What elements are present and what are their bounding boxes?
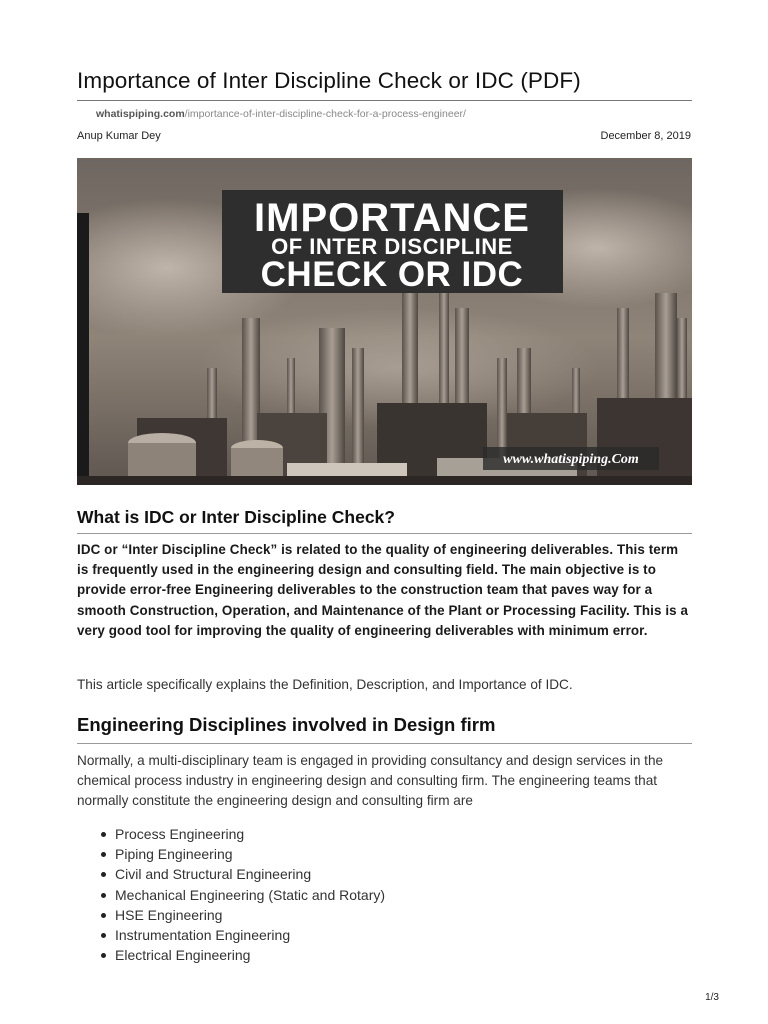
source-domain-link[interactable]: whatispiping.com: [96, 108, 185, 120]
list-item-label: HSE Engineering: [115, 906, 223, 923]
section-divider: [77, 533, 692, 534]
hero-image: [77, 158, 692, 485]
bullet-icon: [101, 893, 106, 898]
list-item: [77, 824, 677, 844]
author-name: Anup Kumar Dey: [77, 130, 161, 142]
source-path-link[interactable]: /importance-of-inter-discipline-check-for-a-process-engineer/: [184, 108, 466, 120]
bullet-icon: [101, 913, 106, 918]
hero-title-line-1: IMPORTANCE: [254, 196, 530, 240]
page-number: 1/3: [705, 992, 719, 1003]
publish-date: December 8, 2019: [600, 130, 691, 142]
bullet-icon: [101, 933, 106, 938]
list-item: [77, 844, 677, 864]
bullet-icon: [101, 832, 106, 837]
list-item-label: Civil and Structural Engineering: [115, 866, 312, 883]
list-item-label: Process Engineering: [115, 826, 245, 842]
bullet-icon: [101, 953, 106, 958]
list-item: [77, 925, 677, 945]
article-scope-paragraph: This article specifically explains the Definition, Description, and Importance of IDC.: [77, 677, 573, 692]
hero-title-line-2: OF INTER DISCIPLINE: [271, 234, 513, 259]
disciplines-list: [77, 824, 677, 965]
title-divider: [77, 100, 692, 101]
section-heading-idc: What is IDC or Inter Discipline Check?: [77, 507, 395, 527]
section-heading-disciplines: Engineering Disciplines involved in Design firm: [77, 714, 496, 735]
idc-definition-paragraph: IDC or “Inter Discipline Check” is related to the quality of engineering deliverables. This term is frequently used in the engineering design and consulting field. The main objective is to provide error-free Engineering deliverables to the construction team that paves way for a smooth Construction, Operation, and Maintenance of the Plant or Processing Facility. This is a very good tool for improving the quality of engineering deliverables with minimum error.: [77, 542, 689, 638]
hero-title-line-3: CHECK OR IDC: [260, 255, 524, 294]
hero-watermark: www.whatispiping.Com: [503, 452, 639, 467]
bullet-icon: [101, 852, 106, 857]
refinery-illustration: [77, 158, 692, 485]
bullet-icon: [101, 872, 106, 877]
article-title: Importance of Inter Discipline Check or IDC (PDF): [77, 68, 581, 93]
section-divider: [77, 743, 692, 744]
list-item: [77, 945, 677, 965]
disciplines-intro-paragraph: Normally, a multi-disciplinary team is engaged in providing consultancy and design services in the chemical process industry in engineering design and consulting firm. The engineering teams that normally constitute the engineering design and consulting firm are: [77, 753, 664, 809]
list-item: [77, 864, 677, 884]
list-item: [77, 905, 677, 925]
list-item-label: Mechanical Engineering (Static and Rotary): [115, 886, 386, 903]
list-item: [77, 885, 677, 905]
list-item-label: Instrumentation Engineering: [115, 927, 291, 944]
source-url[interactable]: [96, 107, 466, 121]
list-item-label: Piping Engineering: [115, 846, 233, 863]
list-item-label: Electrical Engineering: [115, 947, 251, 964]
